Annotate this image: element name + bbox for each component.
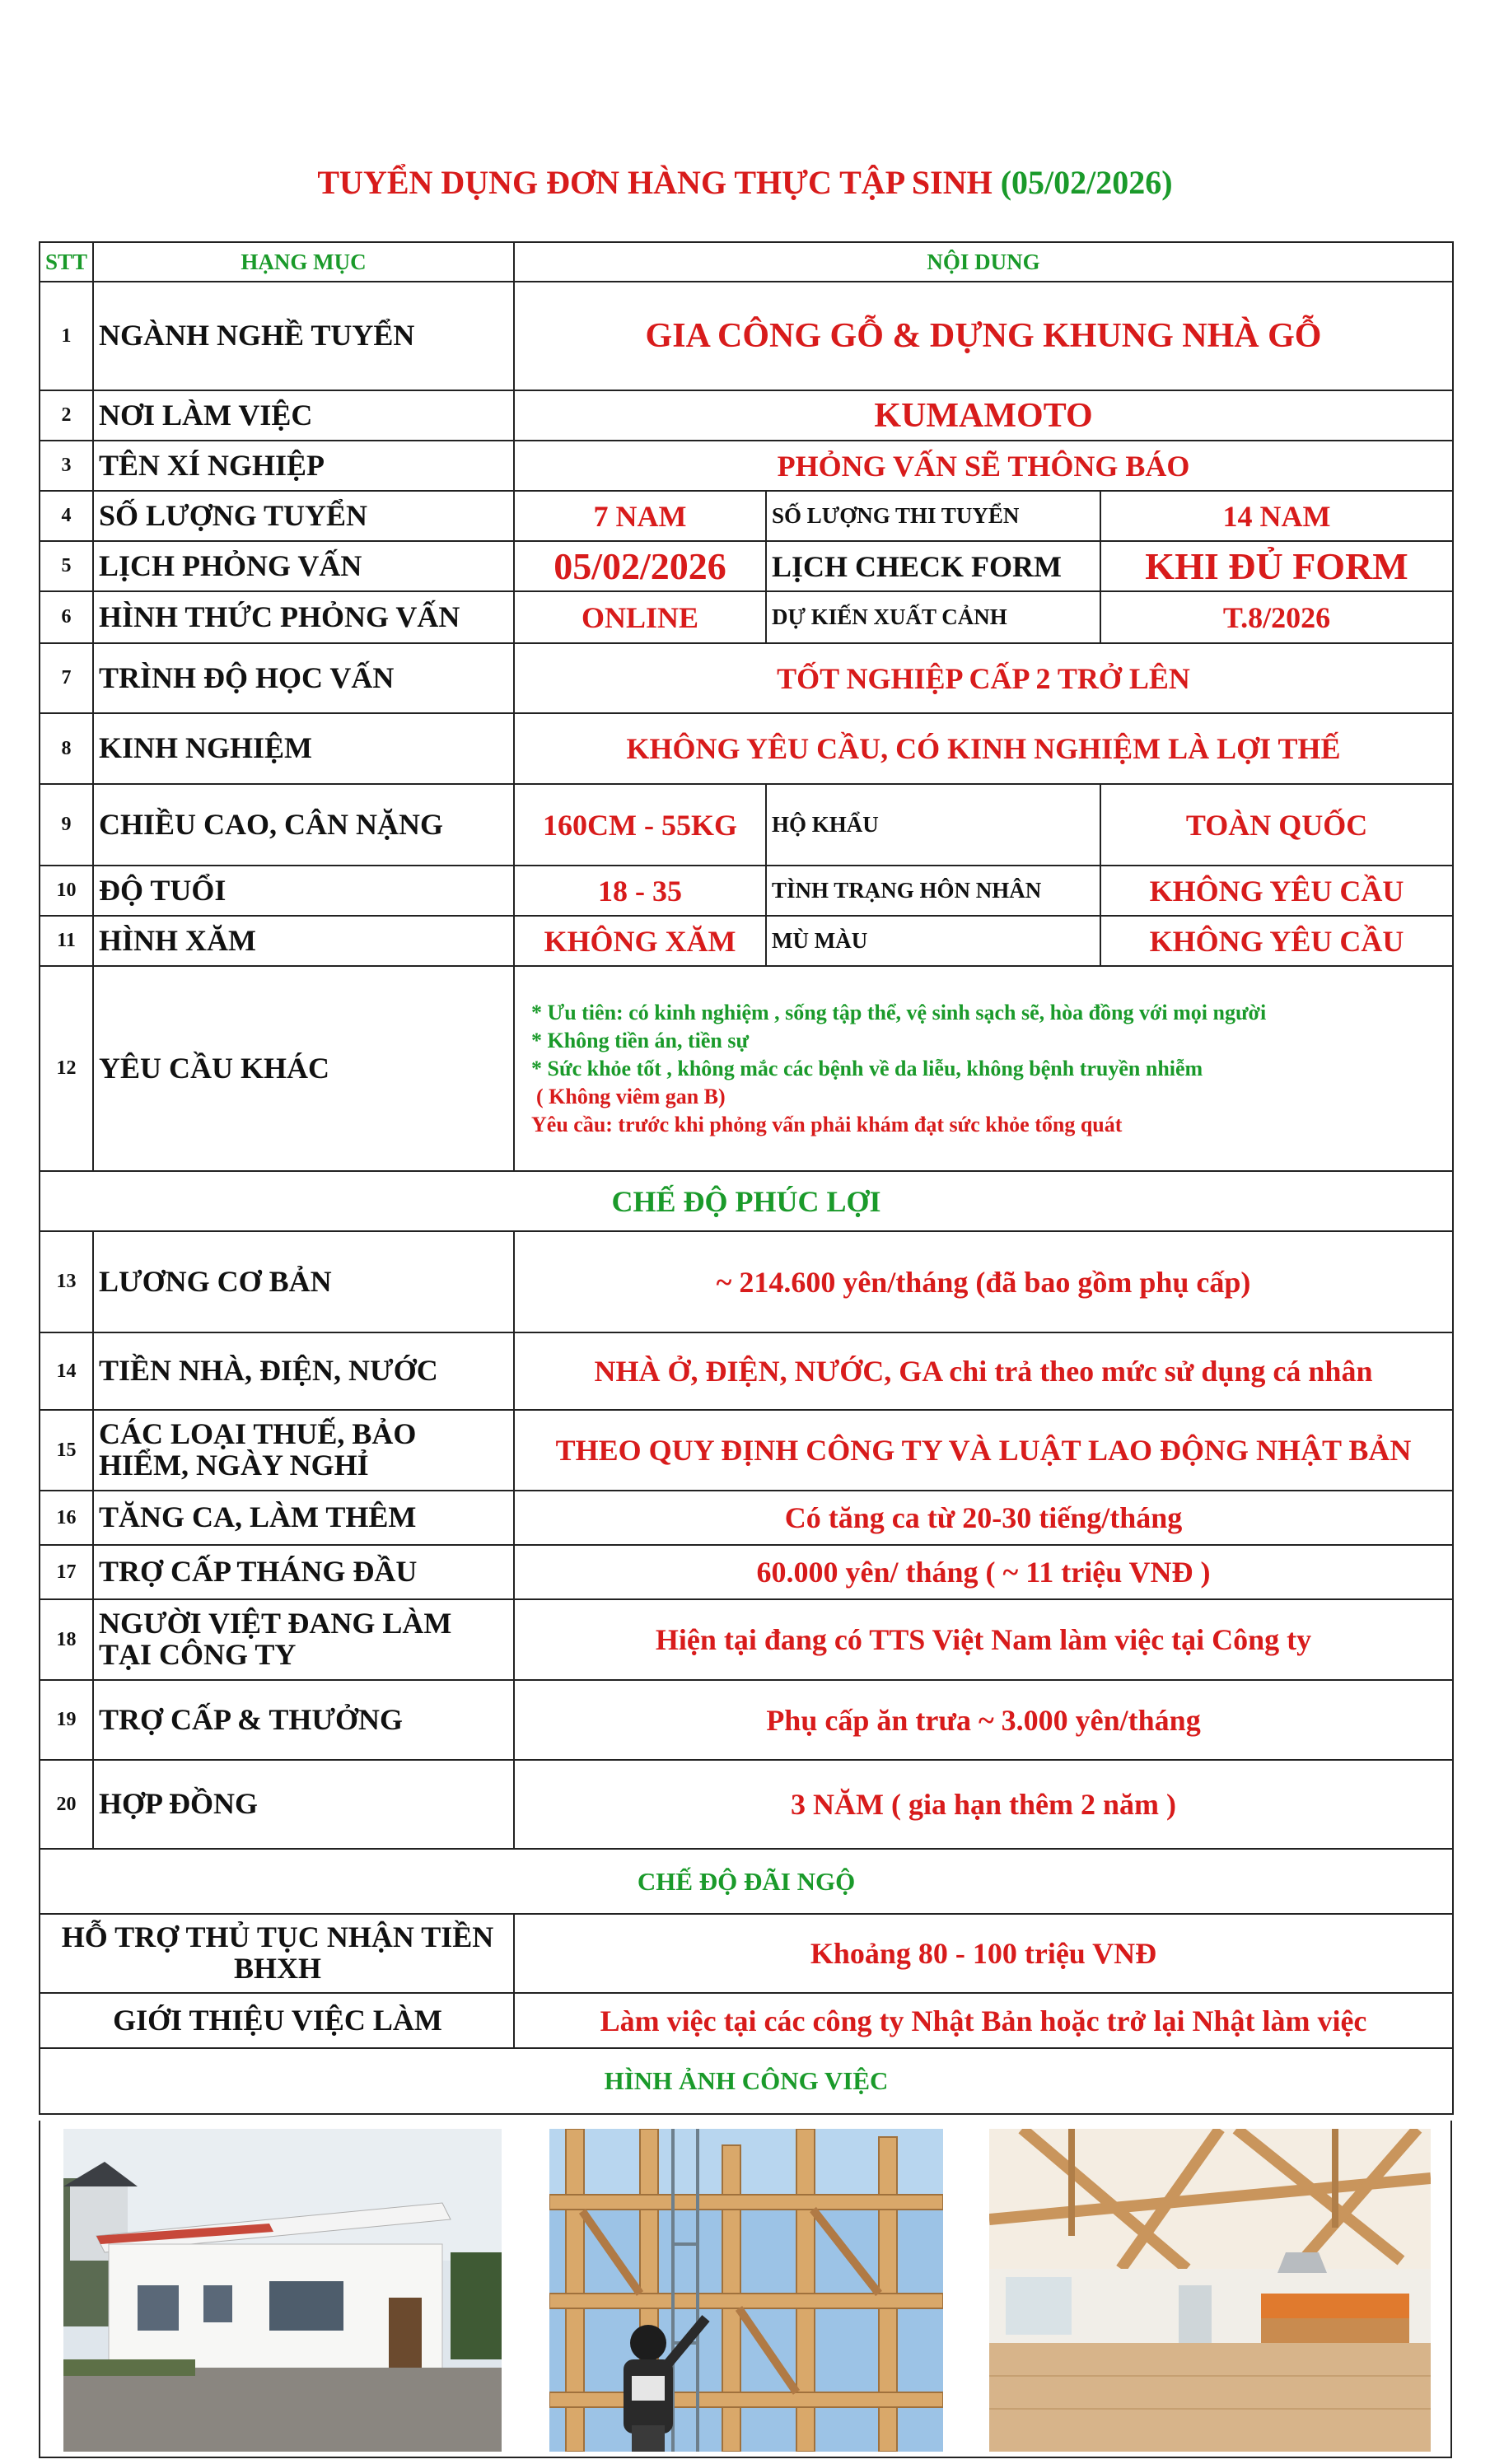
bonus-value: Phụ cấp ăn trưa ~ 3.000 yên/tháng: [514, 1680, 1453, 1760]
row-number: 9: [40, 784, 93, 866]
departure-value: T.8/2026: [1100, 591, 1453, 643]
header-stt: STT: [40, 242, 93, 282]
note-line: * Sức khỏe tốt , không mắc các bệnh về da liễu, không bệnh truyền nhiễm: [531, 1056, 1203, 1080]
job-intro-label: GIỚI THIỆU VIỆC LÀM: [40, 1993, 514, 2048]
interior-beams-image: [989, 2129, 1431, 2452]
occupation-value: GIA CÔNG GỖ & DỰNG KHUNG NHÀ GỖ: [514, 282, 1453, 390]
header-category: HẠNG MỤC: [93, 242, 514, 282]
photo-house: [63, 2129, 502, 2452]
note-line: * Không tiền án, tiền sự: [531, 1028, 750, 1052]
row-number: 10: [40, 866, 93, 916]
table-row-19: [40, 1680, 1453, 1760]
table-row-4: [40, 491, 1453, 541]
height-weight-value: 160CM - 55KG: [514, 784, 766, 866]
bhxh-row: [40, 1914, 1453, 1993]
title-date: (05/02/2026): [1000, 164, 1173, 201]
marital-value: KHÔNG YÊU CẦU: [1100, 866, 1453, 916]
row-label: HỢP ĐỒNG: [93, 1760, 514, 1849]
row-label: KINH NGHIỆM: [93, 713, 514, 784]
interview-date-value: 05/02/2026: [514, 541, 766, 591]
row-number: 19: [40, 1680, 93, 1760]
section-photos-row: [40, 2048, 1453, 2114]
bhxh-label: HỖ TRỢ THỦ TỤC NHẬN TIỀN BHXH: [40, 1914, 514, 1993]
row-label: TRỢ CẤP THÁNG ĐẦU: [93, 1545, 514, 1599]
section-welfare: CHẾ ĐỘ PHÚC LỢI: [40, 1171, 1453, 1231]
check-form-value: KHI ĐỦ FORM: [1100, 541, 1453, 591]
check-form-label: LỊCH CHECK FORM: [766, 541, 1100, 591]
table-row-16: [40, 1491, 1453, 1545]
household-value: TOÀN QUỐC: [1100, 784, 1453, 866]
title-main: TUYỂN DỤNG ĐƠN HÀNG THỰC TẬP SINH: [317, 164, 993, 201]
row-number: 2: [40, 390, 93, 441]
job-intro-value: Làm việc tại các công ty Nhật Bản hoặc trở lại Nhật làm việc: [514, 1993, 1453, 2048]
row-label: TÊN XÍ NGHIỆP: [93, 441, 514, 491]
table-row-20: [40, 1760, 1453, 1849]
table-row-13: [40, 1231, 1453, 1332]
exam-count-value: 14 NAM: [1100, 491, 1453, 541]
table-row-12: [40, 966, 1453, 1171]
page-title: [0, 163, 1490, 202]
row-label: LƯƠNG CƠ BẢN: [93, 1231, 514, 1332]
table-row-6: [40, 591, 1453, 643]
header-content: NỘI DUNG: [514, 242, 1453, 282]
company-value: PHỎNG VẤN SẼ THÔNG BÁO: [514, 441, 1453, 491]
table-row-18: [40, 1599, 1453, 1680]
row-label: TRÌNH ĐỘ HỌC VẤN: [93, 643, 514, 713]
housing-utilities-value: NHÀ Ở, ĐIỆN, NƯỚC, GA chi trả theo mức sử dụng cá nhân: [514, 1332, 1453, 1410]
table-row-3: [40, 441, 1453, 491]
age-value: 18 - 35: [514, 866, 766, 916]
row-number: 4: [40, 491, 93, 541]
color-blind-label: MÙ MÀU: [766, 916, 1100, 966]
row-label: TĂNG CA, LÀM THÊM: [93, 1491, 514, 1545]
marital-label: TÌNH TRẠNG HÔN NHÂN: [766, 866, 1100, 916]
job-order-table: [39, 241, 1454, 2115]
table-row-11: [40, 916, 1453, 966]
row-number: 18: [40, 1599, 93, 1680]
first-month-allowance-value: 60.000 yên/ tháng ( ~ 11 triệu VNĐ ): [514, 1545, 1453, 1599]
exam-count-label: SỐ LƯỢNG THI TUYỂN: [766, 491, 1100, 541]
household-label: HỘ KHẨU: [766, 784, 1100, 866]
interview-type-value: ONLINE: [514, 591, 766, 643]
table-row-1: [40, 282, 1453, 390]
departure-label: DỰ KIẾN XUẤT CẢNH: [766, 591, 1100, 643]
row-number: 11: [40, 916, 93, 966]
work-photos: [39, 2121, 1452, 2458]
photo-interior-beams: [989, 2129, 1431, 2452]
tattoo-value: KHÔNG XĂM: [514, 916, 766, 966]
table-row-8: [40, 713, 1453, 784]
row-label: SỐ LƯỢNG TUYỂN: [93, 491, 514, 541]
note-line: ( Không viêm gan B): [536, 1084, 726, 1108]
base-salary-value: ~ 214.600 yên/tháng (đã bao gồm phụ cấp): [514, 1231, 1453, 1332]
row-label: NGÀNH NGHỀ TUYỂN: [93, 282, 514, 390]
row-label: HÌNH THỨC PHỎNG VẤN: [93, 591, 514, 643]
contract-value: 3 NĂM ( gia hạn thêm 2 năm ): [514, 1760, 1453, 1849]
section-photos: HÌNH ẢNH CÔNG VIỆC: [40, 2048, 1453, 2114]
table-row-5: [40, 541, 1453, 591]
row-number: 15: [40, 1410, 93, 1491]
table-row-2: [40, 390, 1453, 441]
frame-construction-image: [549, 2129, 943, 2452]
bhxh-value: Khoảng 80 - 100 triệu VNĐ: [514, 1914, 1453, 1993]
job-intro-row: [40, 1993, 1453, 2048]
row-number: 1: [40, 282, 93, 390]
row-number: 5: [40, 541, 93, 591]
row-number: 13: [40, 1231, 93, 1332]
row-label: TRỢ CẤP & THƯỞNG: [93, 1680, 514, 1760]
row-label: NƠI LÀM VIỆC: [93, 390, 514, 441]
table-row-14: [40, 1332, 1453, 1410]
row-label: YÊU CẦU KHÁC: [93, 966, 514, 1171]
workplace-value: KUMAMOTO: [514, 390, 1453, 441]
table-header-row: [40, 242, 1453, 282]
section-benefits: CHẾ ĐỘ ĐÃI NGỘ: [40, 1849, 1453, 1914]
table-row-7: [40, 643, 1453, 713]
vietnamese-workers-value: Hiện tại đang có TTS Việt Nam làm việc tại Công ty: [514, 1599, 1453, 1680]
other-requirements: [514, 966, 1453, 1171]
row-label: CHIỀU CAO, CÂN NẶNG: [93, 784, 514, 866]
row-number: 8: [40, 713, 93, 784]
table-row-10: [40, 866, 1453, 916]
section-welfare-row: [40, 1171, 1453, 1231]
row-number: 12: [40, 966, 93, 1171]
row-number: 14: [40, 1332, 93, 1410]
row-label: CÁC LOẠI THUẾ, BẢO HIỂM, NGÀY NGHỈ: [93, 1410, 514, 1491]
row-label: ĐỘ TUỔI: [93, 866, 514, 916]
row-number: 3: [40, 441, 93, 491]
section-benefits-row: [40, 1849, 1453, 1914]
row-label: NGƯỜI VIỆT ĐANG LÀM TẠI CÔNG TY: [93, 1599, 514, 1680]
row-number: 17: [40, 1545, 93, 1599]
row-number: 6: [40, 591, 93, 643]
tax-insurance-value: THEO QUY ĐỊNH CÔNG TY VÀ LUẬT LAO ĐỘNG NHẬT BẢN: [514, 1410, 1453, 1491]
note-line: * Ưu tiên: có kinh nghiệm , sống tập thể, vệ sinh sạch sẽ, hòa đồng với mọi người: [531, 1000, 1267, 1024]
photo-frame-construction: [549, 2129, 943, 2452]
color-blind-value: KHÔNG YÊU CẦU: [1100, 916, 1453, 966]
table-row-17: [40, 1545, 1453, 1599]
overtime-value: Có tăng ca từ 20-30 tiếng/tháng: [514, 1491, 1453, 1545]
row-number: 7: [40, 643, 93, 713]
education-value: TỐT NGHIỆP CẤP 2 TRỞ LÊN: [514, 643, 1453, 713]
experience-value: KHÔNG YÊU CẦU, CÓ KINH NGHIỆM LÀ LỢI THẾ: [514, 713, 1453, 784]
row-number: 20: [40, 1760, 93, 1849]
note-line: Yêu cầu: trước khi phỏng vấn phải khám đạt sức khỏe tổng quát: [531, 1112, 1123, 1136]
row-number: 16: [40, 1491, 93, 1545]
house-image: [63, 2129, 502, 2452]
row-label: HÌNH XĂM: [93, 916, 514, 966]
row-label: TIỀN NHÀ, ĐIỆN, NƯỚC: [93, 1332, 514, 1410]
recruit-count-value: 7 NAM: [514, 491, 766, 541]
row-label: LỊCH PHỎNG VẤN: [93, 541, 514, 591]
table-row-9: [40, 784, 1453, 866]
table-row-15: [40, 1410, 1453, 1491]
